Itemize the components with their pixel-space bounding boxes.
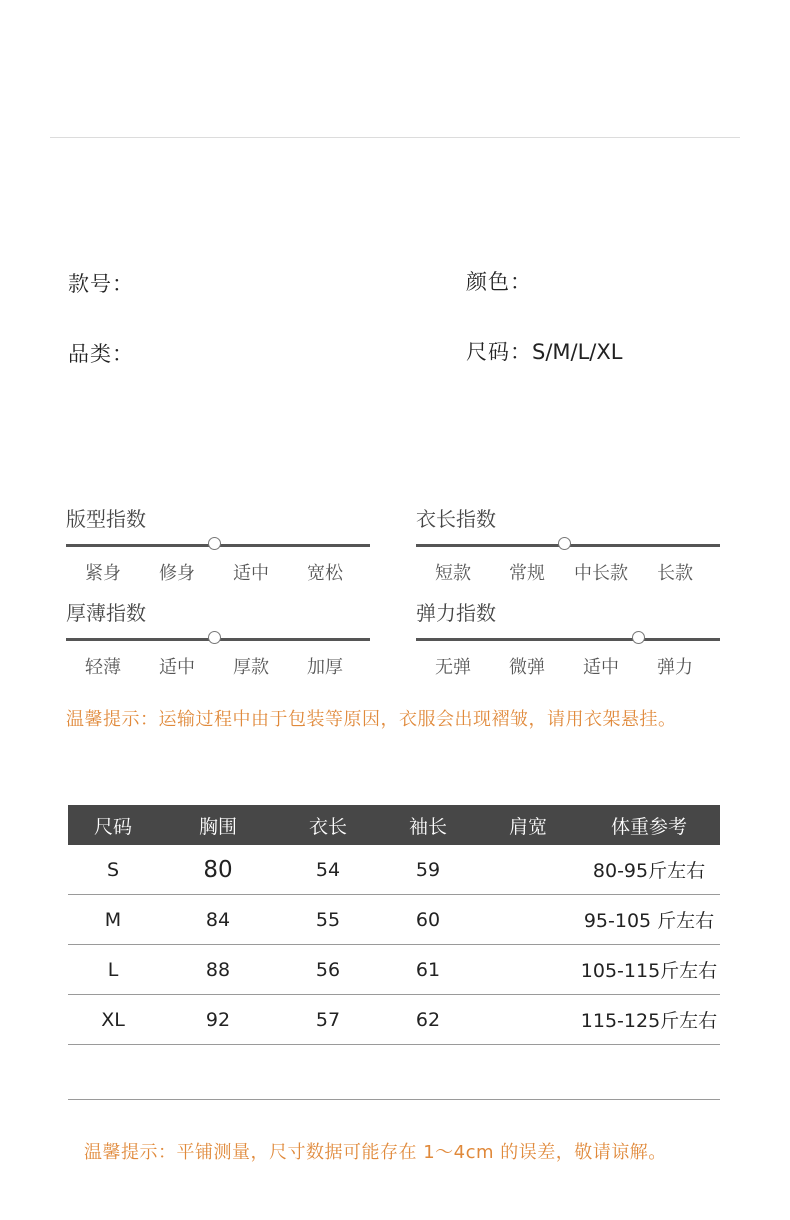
scale-track xyxy=(66,638,370,641)
table-row xyxy=(68,845,720,895)
scale-track xyxy=(66,544,370,547)
table-cell: 57 xyxy=(278,995,378,1045)
table-row xyxy=(68,895,720,945)
size-field xyxy=(466,336,622,366)
scale-knob xyxy=(558,537,571,550)
table-cell: 80-95斤左右 xyxy=(578,845,720,895)
style-no-field xyxy=(68,268,134,298)
scale-option: 短款 xyxy=(435,563,471,584)
thickness-index-scale xyxy=(66,600,370,679)
color-field xyxy=(466,266,532,296)
scale-knob xyxy=(632,631,645,644)
table-cell: 115-125斤左右 xyxy=(578,995,720,1045)
table-cell: 55 xyxy=(278,895,378,945)
table-header: 肩宽 xyxy=(478,805,578,845)
length-index-scale xyxy=(416,506,720,585)
scale-option: 常规 xyxy=(509,563,545,584)
table-cell xyxy=(478,895,578,945)
scale-knob xyxy=(208,537,221,550)
table-cell: L xyxy=(68,945,158,995)
table-cell: 56 xyxy=(278,945,378,995)
scale-option: 轻薄 xyxy=(85,657,121,678)
scale-track xyxy=(416,638,720,641)
table-cell: 105-115斤左右 xyxy=(578,945,720,995)
table-cell: 95-105 斤左右 xyxy=(578,895,720,945)
table-cell: 60 xyxy=(378,895,478,945)
top-divider xyxy=(50,137,740,138)
scale-knob xyxy=(208,631,221,644)
scale-title: 弹力指数 xyxy=(416,601,496,625)
table-cell: 59 xyxy=(378,845,478,895)
table-header: 尺码 xyxy=(68,805,158,845)
scale-option: 微弹 xyxy=(509,657,545,678)
size-label: 尺码： xyxy=(466,340,532,364)
scale-option: 紧身 xyxy=(85,563,121,584)
bottom-divider xyxy=(68,1099,720,1100)
color-label: 颜色： xyxy=(466,270,532,294)
category-field xyxy=(68,338,134,368)
measurement-tip: 温馨提示：平铺测量，尺寸数据可能存在 1～4cm 的误差，敬请谅解。 xyxy=(84,1142,667,1163)
table-cell: S xyxy=(68,845,158,895)
scale-option: 修身 xyxy=(159,563,195,584)
fit-index-scale xyxy=(66,506,370,585)
scale-option: 适中 xyxy=(233,563,269,584)
style-no-label: 款号： xyxy=(68,272,134,296)
scale-option: 弹力 xyxy=(657,657,693,678)
scale-option: 宽松 xyxy=(307,563,343,584)
table-cell: 61 xyxy=(378,945,478,995)
scale-title: 厚薄指数 xyxy=(66,601,146,625)
table-cell: 80 xyxy=(158,845,278,895)
scale-option: 长款 xyxy=(657,563,693,584)
table-cell: M xyxy=(68,895,158,945)
table-row xyxy=(68,945,720,995)
table-cell: 62 xyxy=(378,995,478,1045)
table-cell: 84 xyxy=(158,895,278,945)
table-header-row xyxy=(68,805,720,845)
size-value: S/M/L/XL xyxy=(532,340,623,364)
table-cell: 92 xyxy=(158,995,278,1045)
scale-title: 版型指数 xyxy=(66,507,146,531)
table-header: 胸围 xyxy=(158,805,278,845)
table-header: 袖长 xyxy=(378,805,478,845)
elasticity-index-scale xyxy=(416,600,720,679)
scale-option: 厚款 xyxy=(233,657,269,678)
scale-track xyxy=(416,544,720,547)
size-table xyxy=(68,805,720,1045)
category-label: 品类： xyxy=(68,342,134,366)
scale-title: 衣长指数 xyxy=(416,507,496,531)
table-cell: 88 xyxy=(158,945,278,995)
scale-option: 加厚 xyxy=(307,657,343,678)
scale-option: 无弹 xyxy=(435,657,471,678)
table-cell: 54 xyxy=(278,845,378,895)
table-cell xyxy=(478,945,578,995)
scale-option: 适中 xyxy=(583,657,619,678)
scale-option: 中长款 xyxy=(574,563,628,584)
table-header: 衣长 xyxy=(278,805,378,845)
table-cell: XL xyxy=(68,995,158,1045)
table-cell xyxy=(478,845,578,895)
shipping-tip: 温馨提示：运输过程中由于包装等原因，衣服会出现褶皱，请用衣架悬挂。 xyxy=(66,709,677,730)
table-row xyxy=(68,995,720,1045)
table-cell xyxy=(478,995,578,1045)
table-header: 体重参考 xyxy=(578,805,720,845)
scale-option: 适中 xyxy=(159,657,195,678)
